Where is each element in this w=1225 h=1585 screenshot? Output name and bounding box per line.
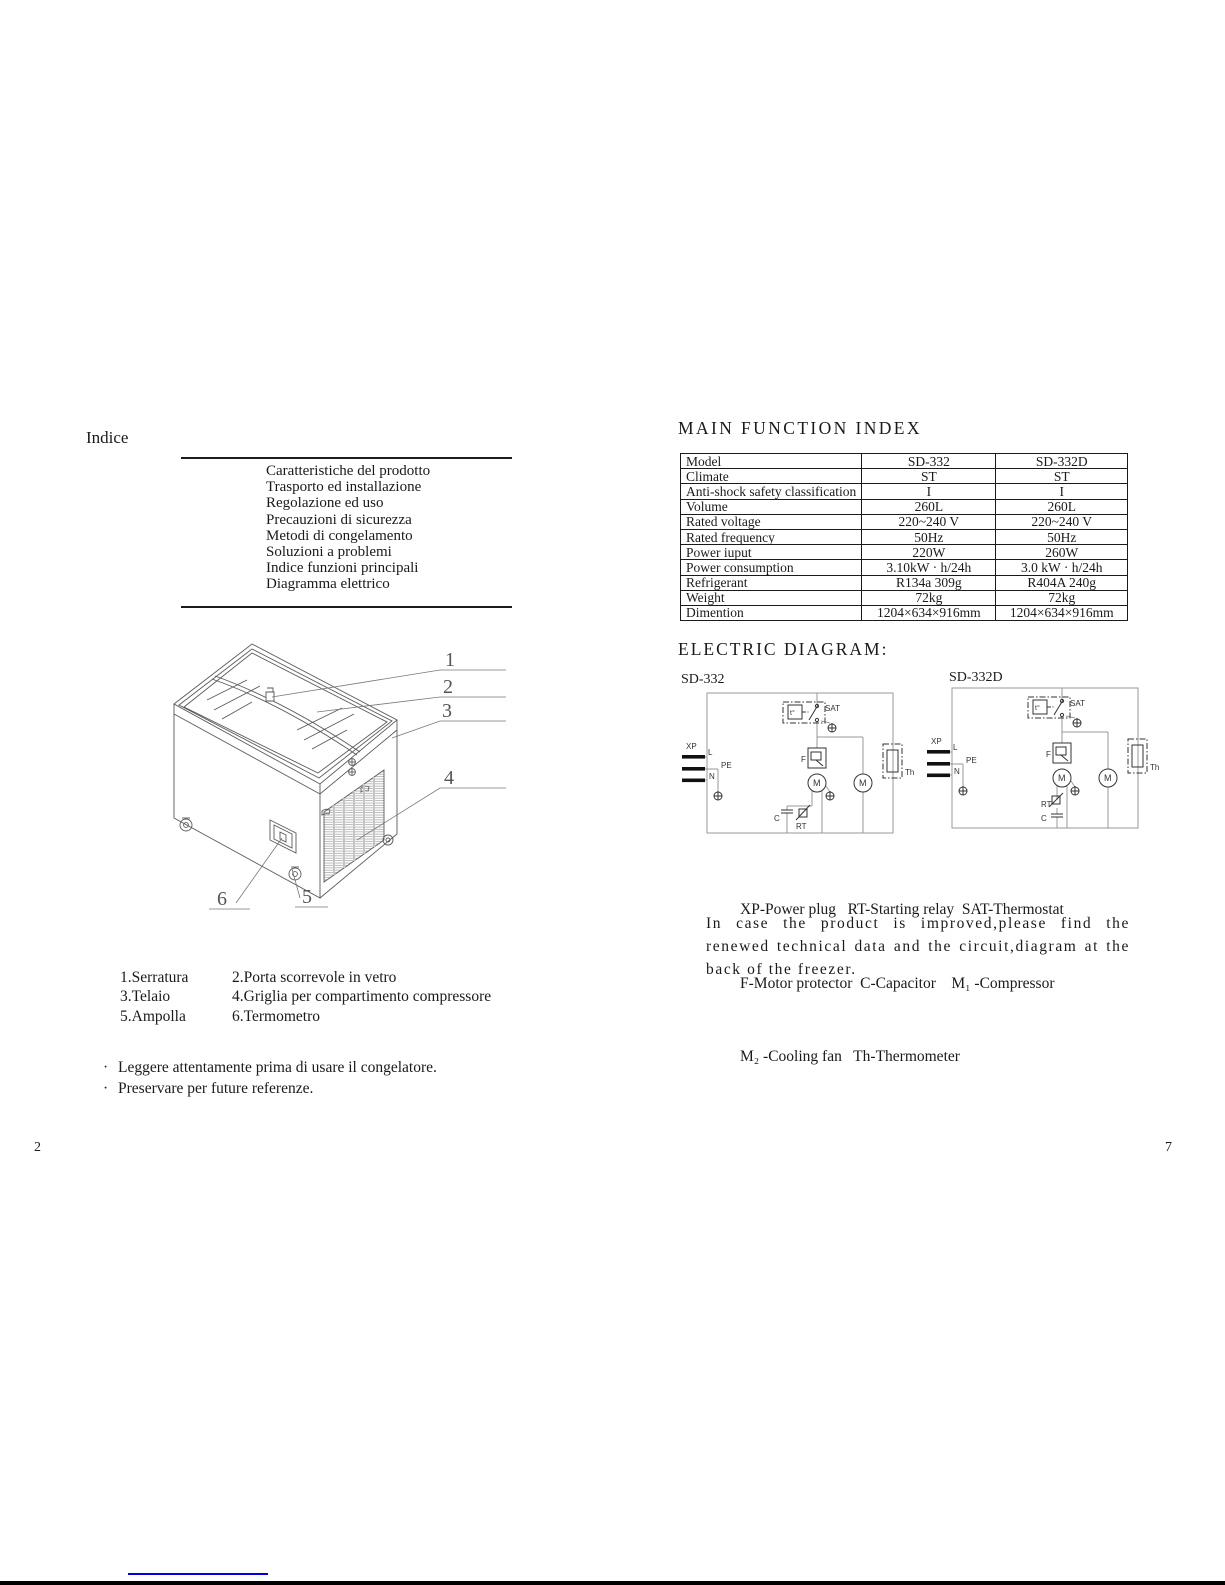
spec-label: Anti-shock safety classification	[681, 484, 862, 499]
spec-value-sd332: ST	[862, 469, 996, 484]
l-label: L	[708, 748, 713, 757]
spec-value-sd332d: 220~240 V	[996, 514, 1128, 529]
rt-label: RT	[1041, 800, 1052, 809]
main-function-index-title: MAIN FUNCTION INDEX	[678, 418, 922, 438]
c-label: C	[1041, 814, 1047, 823]
spec-label: Power iuput	[681, 545, 862, 560]
table-row	[681, 469, 1128, 484]
index-item: Indice funzioni principali	[266, 560, 419, 577]
table-row	[681, 514, 1128, 529]
part-label: 6.Termometro	[232, 1007, 321, 1025]
table-row	[681, 560, 1128, 575]
th-label: Th	[1150, 763, 1159, 772]
index-item: Caratteristiche del prodotto	[266, 463, 431, 479]
parts-row	[120, 968, 491, 987]
table-row	[681, 590, 1128, 605]
spec-value-sd332d: ST	[996, 469, 1128, 484]
spec-label: Climate	[681, 469, 862, 484]
m1-symbol: M	[813, 778, 821, 788]
m2-symbol: M	[859, 778, 867, 788]
part-label: 4.Griglia per compartimento compressore	[232, 988, 492, 1006]
spec-label: Rated frequency	[681, 529, 862, 544]
spec-value-sd332: 220W	[862, 545, 996, 560]
spec-label: Model	[681, 454, 862, 469]
callout-3: 3	[442, 700, 452, 722]
l-label: L	[953, 743, 958, 752]
f-label: F	[1046, 750, 1051, 759]
parts-row	[120, 1007, 491, 1026]
index-bottom-rule	[181, 606, 512, 608]
note-line	[103, 1079, 437, 1100]
spec-value-sd332d: I	[996, 484, 1128, 499]
spec-value-sd332: SD-332	[862, 454, 996, 469]
n-label: N	[709, 772, 715, 781]
spec-value-sd332: 50Hz	[862, 529, 996, 544]
table-row	[681, 545, 1128, 560]
spec-value-sd332d: 72kg	[996, 590, 1128, 605]
t-symbol: t°	[790, 710, 795, 717]
page-number-right: 7	[1165, 1140, 1172, 1155]
part-label: 3.Telaio	[120, 988, 171, 1006]
spec-label: Refrigerant	[681, 575, 862, 590]
table-row	[681, 454, 1128, 469]
spec-value-sd332d: SD-332D	[996, 454, 1128, 469]
legend-line: M₂ -Cooling fan Th-Thermometer	[740, 1048, 960, 1065]
spec-value-sd332: 260L	[862, 499, 996, 514]
note-text: Leggere attentamente prima di usare il congelatore.	[118, 1059, 437, 1076]
index-title: Indice	[86, 428, 129, 447]
circuit-diagram-sd332d	[924, 676, 1159, 836]
part-label: 2.Porta scorrevole in vetro	[232, 969, 397, 986]
index-item: Precauzioni di sicurezza	[266, 511, 412, 528]
usage-notes	[103, 1058, 437, 1099]
spec-value-sd332: 3.10kW · h/24h	[862, 560, 996, 575]
spec-label: Weight	[681, 590, 862, 605]
sat-label: SAT	[1070, 699, 1085, 708]
n-label: N	[954, 767, 960, 776]
note-text: Preservare per future referenze.	[118, 1079, 314, 1097]
spec-label: Power consumption	[681, 560, 862, 575]
c-label: C	[774, 814, 780, 823]
diagram-label-sd332d: SD-332D	[949, 670, 1003, 685]
xp-label: XP	[686, 742, 697, 751]
spec-value-sd332d: 3.0 kW · h/24h	[996, 560, 1128, 575]
f-label: F	[801, 755, 806, 764]
circuit-diagram-sd332	[679, 681, 914, 841]
table-row	[681, 499, 1128, 514]
spec-value-sd332: 72kg	[862, 590, 996, 605]
page-bottom-border	[0, 1581, 1225, 1585]
spec-value-sd332: 1204×634×916mm	[862, 605, 996, 620]
rt-label: RT	[796, 822, 807, 831]
legend-line: F-Motor protector C-Capacitor M₁ -Compressor	[740, 974, 1055, 992]
callout-6: 6	[217, 888, 227, 910]
legend-line: XP-Power plug RT-Starting relay SAT-Thermostat	[740, 901, 1064, 918]
table-row	[681, 575, 1128, 590]
diagram-label-sd332: SD-332	[681, 672, 725, 687]
m1-symbol: M	[1058, 773, 1066, 783]
spec-value-sd332: R134a 309g	[862, 575, 996, 590]
parts-list	[120, 968, 491, 1026]
spec-value-sd332d: R404A 240g	[996, 575, 1128, 590]
spec-label: Volume	[681, 499, 862, 514]
pe-label: PE	[721, 761, 732, 770]
freezer-drawing	[152, 622, 512, 922]
bullet-icon: ·	[103, 1079, 109, 1097]
note-line	[103, 1058, 437, 1079]
index-top-rule	[181, 457, 512, 459]
xp-label: XP	[931, 737, 942, 746]
index-item: Trasporto ed installazione	[266, 479, 422, 496]
parts-row	[120, 987, 491, 1006]
index-item: Diagramma elettrico	[266, 576, 390, 593]
table-row	[681, 605, 1128, 620]
circuit-legend	[740, 849, 1064, 1119]
spec-label: Dimention	[681, 605, 862, 620]
electric-diagram-title: ELECTRIC DIAGRAM:	[678, 639, 889, 659]
hyperlink-underline	[128, 1573, 268, 1575]
part-label: 1.Serratura	[120, 969, 189, 986]
spec-value-sd332: 220~240 V	[862, 514, 996, 529]
index-item: Metodi di congelamento	[266, 527, 413, 544]
th-label: Th	[905, 768, 914, 777]
spec-value-sd332d: 50Hz	[996, 529, 1128, 544]
m2-symbol: M	[1104, 773, 1112, 783]
pe-label: PE	[966, 756, 977, 765]
freezer-figure	[152, 622, 512, 922]
sat-label: SAT	[825, 704, 840, 713]
table-row	[681, 529, 1128, 544]
spec-value-sd332d: 260L	[996, 499, 1128, 514]
table-row	[681, 484, 1128, 499]
callout-1: 1	[445, 649, 455, 671]
spec-label: Rated voltage	[681, 514, 862, 529]
callout-5: 5	[302, 886, 312, 908]
t-symbol: t°	[1035, 705, 1040, 712]
spec-value-sd332d: 260W	[996, 545, 1128, 560]
spec-value-sd332d: 1204×634×916mm	[996, 605, 1128, 620]
callout-4: 4	[444, 767, 454, 789]
callout-2: 2	[443, 676, 453, 698]
index-list	[266, 463, 430, 593]
index-item: Regolazione ed uso	[266, 495, 384, 512]
page-number-left: 2	[34, 1140, 41, 1155]
spec-value-sd332: I	[862, 484, 996, 499]
bullet-icon: ·	[103, 1059, 109, 1076]
part-label: 5.Ampolla	[120, 1007, 186, 1025]
improvement-note: In case the product is improved,please find the renewed technical data and the circuit,diagram at the back of the freezer.	[706, 915, 1130, 978]
index-item: Soluzioni a problemi	[266, 544, 392, 561]
spec-table	[680, 453, 1128, 621]
